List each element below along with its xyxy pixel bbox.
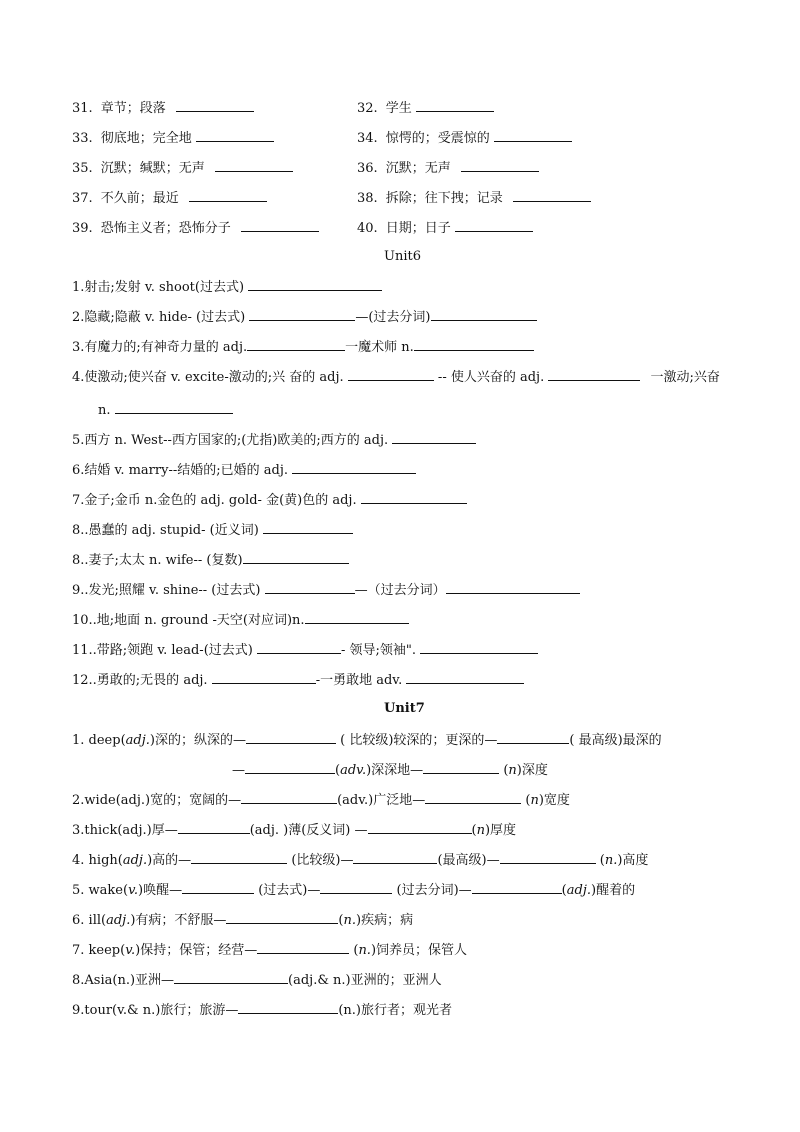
- answer-blank[interactable]: [446, 580, 580, 594]
- answer-blank[interactable]: [292, 460, 416, 474]
- answer-blank[interactable]: [245, 760, 335, 774]
- answer-blank[interactable]: [248, 277, 382, 291]
- unit7-heading: Unit7: [384, 701, 425, 716]
- unit7-item-7: 7. keep(v.)保持；保管；经营— (n.)饲养员；保管人: [72, 940, 467, 960]
- unit6-item-7: 7.金子;金币 n.金色的 adj. gold- 金(黄)色的 adj.: [72, 490, 467, 510]
- list-item: 36. 沉默；无声: [357, 158, 539, 178]
- unit6-item-2: 2.隐藏;隐蔽 v. hide- (过去式) —(过去分词): [72, 307, 537, 327]
- answer-blank[interactable]: [500, 850, 596, 864]
- unit7-item-9: 9.tour(v.& n.)旅行；旅游— (n.)旅行者；观光者: [72, 1000, 452, 1020]
- list-item: 34. 惊愕的；受震惊的: [357, 128, 572, 148]
- list-item: 32. 学生: [357, 98, 494, 118]
- answer-blank[interactable]: [257, 940, 349, 954]
- answer-blank[interactable]: [420, 640, 538, 654]
- answer-blank[interactable]: [416, 98, 494, 112]
- answer-blank[interactable]: [174, 970, 288, 984]
- unit6-item-9: 9..发光;照耀 v. shine-- (过去式) —（过去分词）: [72, 580, 580, 600]
- answer-blank[interactable]: [191, 850, 287, 864]
- unit6-item-1: 1.射击;发射 v. shoot(过去式): [72, 277, 382, 297]
- unit6-item-5: 5.西方 n. West--西方国家的;(尤指)欧美的;西方的 adj.: [72, 430, 476, 450]
- answer-blank[interactable]: [115, 400, 233, 414]
- answer-blank[interactable]: [497, 730, 569, 744]
- answer-blank[interactable]: [348, 367, 434, 381]
- unit6-item-4: 4.使激动;使兴奋 v. excite-激动的;兴 奋的 adj. -- 使人兴奋的 adj. 一激动;兴奋: [72, 367, 720, 387]
- answer-blank[interactable]: [212, 670, 316, 684]
- unit7-item-3: 3.thick(adj.)厚— (adj. )薄(反义词) — (n)厚度: [72, 820, 516, 840]
- list-item: 37. 不久前；最近: [72, 188, 267, 208]
- list-item: 35. 沉默；缄默；无声: [72, 158, 293, 178]
- answer-blank[interactable]: [178, 820, 250, 834]
- answer-blank[interactable]: [241, 790, 337, 804]
- unit7-item-1-cont: — (adv.)深深地— (n)深度: [232, 760, 548, 780]
- answer-blank[interactable]: [431, 307, 537, 321]
- answer-blank[interactable]: [243, 550, 349, 564]
- answer-blank[interactable]: [494, 128, 572, 142]
- unit6-item-6: 6.结婚 v. marry--结婚的;已婚的 adj.: [72, 460, 416, 480]
- answer-blank[interactable]: [392, 430, 476, 444]
- answer-blank[interactable]: [238, 1000, 338, 1014]
- answer-blank[interactable]: [257, 640, 341, 654]
- answer-blank[interactable]: [241, 218, 319, 232]
- answer-blank[interactable]: [425, 790, 521, 804]
- unit7-item-6: 6. ill(adj.)有病；不舒服— (n.)疾病；病: [72, 910, 413, 930]
- answer-blank[interactable]: [263, 520, 353, 534]
- answer-blank[interactable]: [176, 98, 254, 112]
- answer-blank[interactable]: [548, 367, 640, 381]
- list-item: 31. 章节；段落: [72, 98, 254, 118]
- unit6-item-11: 11..带路;领跑 v. lead-(过去式) - 领导;领袖".: [72, 640, 538, 660]
- answer-blank[interactable]: [513, 188, 591, 202]
- unit7-item-4: 4. high(adj.)高的— (比较级)— (最高级)— (n.)高度: [72, 850, 648, 870]
- unit6-item-10: 10..地;地面 n. ground -天空(对应词)n.: [72, 610, 409, 630]
- unit6-item-12: 12..勇敢的;无畏的 adj. -一勇敢地 adv.: [72, 670, 524, 690]
- answer-blank[interactable]: [305, 610, 409, 624]
- list-item: 38. 拆除；往下拽；记录: [357, 188, 591, 208]
- unit6-item-8: 8..愚蠢的 adj. stupid- (近义词): [72, 520, 353, 540]
- unit7-item-8: 8.Asia(n.)亚洲— (adj.& n.)亚洲的；亚洲人: [72, 970, 442, 990]
- answer-blank[interactable]: [196, 128, 274, 142]
- answer-blank[interactable]: [406, 670, 524, 684]
- answer-blank[interactable]: [249, 307, 355, 321]
- answer-blank[interactable]: [414, 337, 534, 351]
- answer-blank[interactable]: [320, 880, 392, 894]
- answer-blank[interactable]: [368, 820, 472, 834]
- answer-blank[interactable]: [226, 910, 338, 924]
- answer-blank[interactable]: [265, 580, 355, 594]
- answer-blank[interactable]: [455, 218, 533, 232]
- list-item: 33. 彻底地；完全地: [72, 128, 274, 148]
- answer-blank[interactable]: [461, 158, 539, 172]
- answer-blank[interactable]: [353, 850, 437, 864]
- unit6-item-3: 3.有魔力的;有神奇力量的 adj. 一魔术师 n.: [72, 337, 534, 357]
- unit7-item-2: 2.wide(adj.)宽的；宽阔的— (adv.)广泛地— (n)宽度: [72, 790, 570, 810]
- answer-blank[interactable]: [182, 880, 254, 894]
- unit6-heading: Unit6: [384, 249, 421, 264]
- answer-blank[interactable]: [215, 158, 293, 172]
- list-item: 40. 日期；日子: [357, 218, 533, 238]
- unit6-item-8b: 8..妻子;太太 n. wife-- (复数): [72, 550, 349, 570]
- answer-blank[interactable]: [361, 490, 467, 504]
- answer-blank[interactable]: [423, 760, 499, 774]
- answer-blank[interactable]: [246, 730, 336, 744]
- unit7-item-1: 1. deep(adj.)深的；纵深的— ( 比较级)较深的；更深的— ( 最高级)最深的: [72, 730, 662, 750]
- unit7-item-5: 5. wake(v.)唤醒— (过去式)— (过去分词)— (adj.)醒着的: [72, 880, 635, 900]
- answer-blank[interactable]: [247, 337, 345, 351]
- answer-blank[interactable]: [472, 880, 562, 894]
- answer-blank[interactable]: [189, 188, 267, 202]
- unit6-item-4-cont: n.: [98, 400, 233, 420]
- list-item: 39. 恐怖主义者；恐怖分子: [72, 218, 319, 238]
